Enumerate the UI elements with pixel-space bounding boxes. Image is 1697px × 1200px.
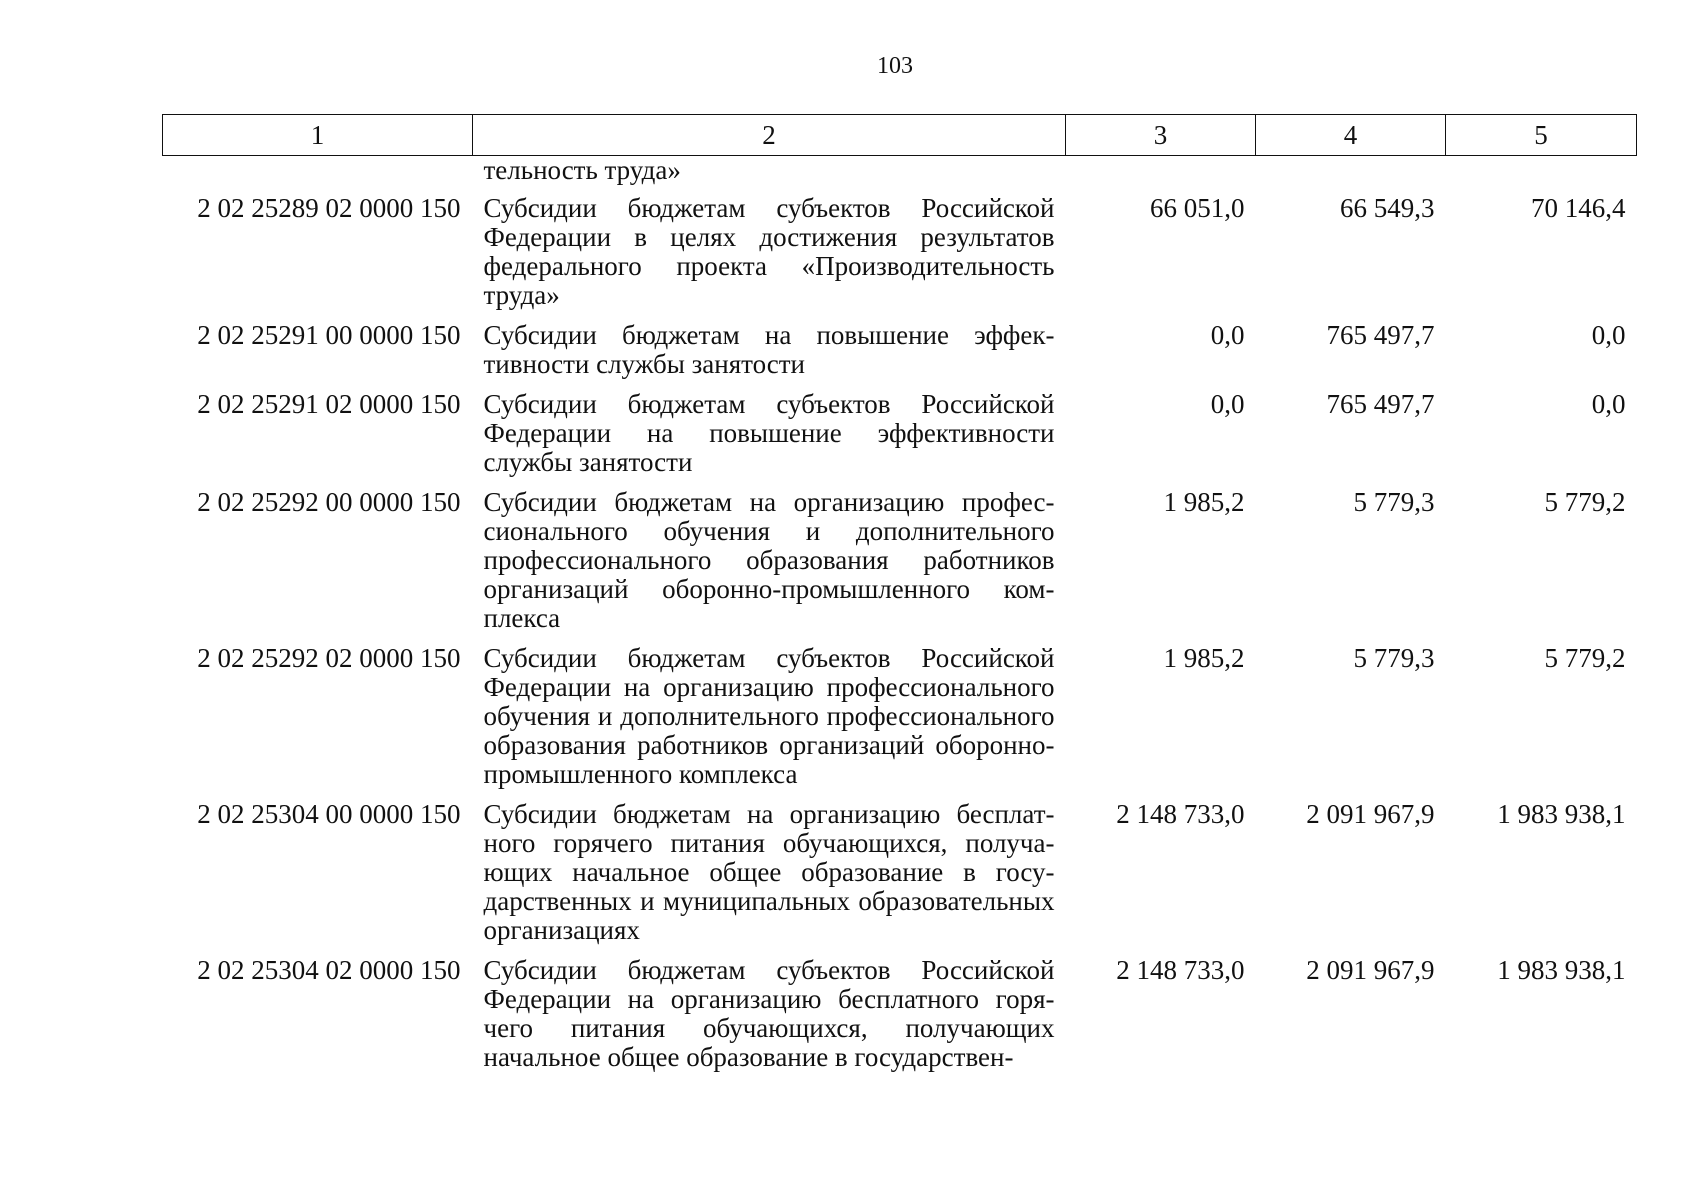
row-value-3: 2 148 733,0 [1116,799,1245,829]
column-header-3: 3 [1066,115,1256,156]
row-value-3: 0,0 [1210,389,1245,419]
column-header-5: 5 [1446,115,1637,156]
continuation-cell-5 [1446,156,1637,192]
column-header-2: 2 [473,115,1066,156]
row-value-3: 0,0 [1210,320,1245,350]
row-name: Субсидии бюджетам субъектов Российской Федерации на повышение эффективности службы занятости [483,389,1055,477]
row-value-5: 5 779,2 [1544,643,1626,673]
table-row [163,191,1637,318]
row-value-4: 765 497,7 [1326,389,1435,419]
table-row [163,953,1637,1080]
page-number: 103 [877,53,913,79]
table-header [163,115,1637,156]
row-value-3: 1 985,2 [1163,487,1245,517]
row-value-5: 5 779,2 [1544,487,1626,517]
row-code: 2 02 25292 02 0000 150 [197,643,461,673]
column-header-1: 1 [163,115,473,156]
row-value-4: 2 091 967,9 [1306,799,1435,829]
row-value-5: 0,0 [1591,320,1626,350]
row-value-3: 1 985,2 [1163,643,1245,673]
continuation-text: тельность труда» [483,155,681,185]
row-name: Субсидии бюджетам на организацию бесплатного горячего питания обучающихся, получающих начальное общее образование в государственных и муниципальных образовательных организациях [483,799,1055,945]
row-code: 2 02 25304 00 0000 150 [197,799,461,829]
budget-table [162,114,1637,1080]
table-row [163,797,1637,953]
row-code: 2 02 25292 00 0000 150 [197,487,461,517]
header-row [163,115,1637,156]
continuation-code-cell [163,156,473,192]
table-row [163,318,1637,387]
row-code: 2 02 25291 02 0000 150 [197,389,461,419]
row-value-4: 5 779,3 [1353,487,1435,517]
row-name: Субсидии бюджетам на повышение эффективности службы занятости [483,320,1055,379]
row-value-4: 66 549,3 [1340,193,1435,223]
row-code: 2 02 25291 00 0000 150 [197,320,461,350]
table-row [163,387,1637,485]
row-name: Субсидии бюджетам на организацию профессионального обучения и дополнительного профессионального образования работников организаций оборонно-промышленного комплекса [483,487,1055,633]
row-value-5: 70 146,4 [1531,193,1626,223]
continuation-row [163,156,1637,192]
row-name: Субсидии бюджетам субъектов Российской Федерации на организацию бесплатного горячего питания обучающихся, получающих начальное общее образование в государствен- [483,955,1055,1072]
continuation-cell-4 [1256,156,1446,192]
row-value-5: 1 983 938,1 [1497,955,1626,985]
row-value-5: 0,0 [1591,389,1626,419]
row-code: 2 02 25304 02 0000 150 [197,955,461,985]
table-row [163,485,1637,641]
table-row [163,641,1637,797]
row-value-3: 2 148 733,0 [1116,955,1245,985]
row-value-4: 765 497,7 [1326,320,1435,350]
row-code: 2 02 25289 02 0000 150 [197,193,461,223]
row-value-4: 5 779,3 [1353,643,1435,673]
column-header-4: 4 [1256,115,1446,156]
row-value-4: 2 091 967,9 [1306,955,1435,985]
table-body [163,156,1637,1081]
row-name: Субсидии бюджетам субъектов Российской Федерации на организацию профессионального обучения и дополнительного профессионального образования работников организаций оборонно-промышленного комплекса [483,643,1055,789]
continuation-cell-3 [1066,156,1256,192]
row-value-3: 66 051,0 [1150,193,1245,223]
row-value-5: 1 983 938,1 [1497,799,1626,829]
row-name: Субсидии бюджетам субъектов Российской Федерации в целях достижения результатов федерального проекта «Производительность труда» [483,193,1055,310]
